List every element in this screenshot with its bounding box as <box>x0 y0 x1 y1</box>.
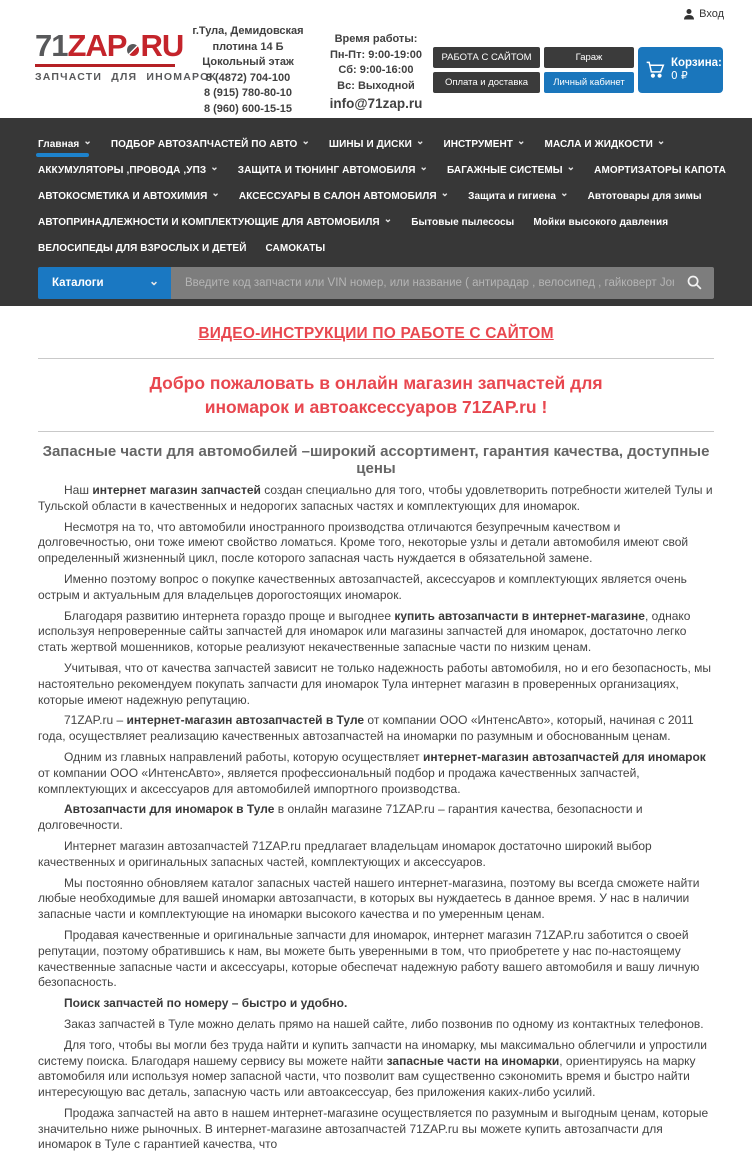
cart-icon <box>645 59 665 82</box>
chevron-down-icon: ⌄ <box>415 136 425 147</box>
paragraph: 71ZAP.ru – интернет-магазин автозапчастей в Туле от компании ООО «ИнтенсАвто», который, начиная с 2011 года, осуществляет реализацию качественных автозапчастей на иномарки по разумным и обоснованным ценам. <box>38 713 694 744</box>
chevron-down-icon: ⌄ <box>656 136 666 147</box>
chevron-down-icon: ⌄ <box>419 162 428 173</box>
paragraph: Наш интернет магазин запчастей создан специально для того, чтобы удовлетворить потребности жителей Тулы и Тульской области в качественных и недорогих запасных частях и комплектующих для иномарок. <box>38 483 713 513</box>
paragraph: Именно поэтому вопрос о покупке качественных автозапчастей, аксессуаров и комплектующих является очень острым и актуальным для владельцев дорогостоящих иномарок. <box>38 571 687 602</box>
paragraph: Заказ запчастей в Туле можно делать прямо на нашей сайте, либо позвонив по одному из контактных телефонов. <box>64 1016 704 1031</box>
chevron-down-icon: ⌄ <box>566 162 576 173</box>
nav-item[interactable] <box>533 217 668 228</box>
hours-line: Время работы: <box>334 33 418 45</box>
login-link[interactable] <box>683 8 724 20</box>
paragraph: Продавая качественные и оригинальные запчасти для иномарок, интернет магазин 71ZAP.ru заботится о своей репутации, поэтому обратившись к нам, вы можете быть уверенными в том, что приобретете у нас по-настоящему качественные запасные части и аксессуары, которые обеспечат надежную работу вашего автомобиля и вашу личную безопасность. <box>38 927 700 990</box>
cart-count: Корзина: 0 <box>671 57 732 69</box>
login-label: Вход <box>699 8 724 20</box>
nav-item-label: АКСЕССУАРЫ В САЛОН АВТОМОБИЛЯ <box>238 190 437 202</box>
address-line: Цокольный этаж <box>202 56 294 68</box>
nav-item[interactable] <box>468 188 569 202</box>
phone-number: 8 (4872) 704-100 <box>205 71 291 84</box>
nav-item-label: ПОДБОР АВТОЗАПЧАСТЕЙ ПО АВТО <box>110 138 298 150</box>
site-help-button[interactable]: РАБОТА С САЙТОМ <box>433 47 540 68</box>
nav-item-label: ИНСТРУМЕНТ <box>443 138 514 150</box>
logo-tagline: ЗАПЧАСТИ ДЛЯ ИНОМАРОК <box>35 71 218 83</box>
site-header <box>0 0 752 118</box>
paragraph: Одним из главных направлений работы, которую осуществляет интернет-магазин автозапчастей для иномарок от компании ООО «ИнтенсАвто», является профессиональный подбор и продажа качественных запчастей, комплектующих и аксессуаров для автомобилей импортного производства. <box>38 749 706 796</box>
divider <box>38 431 714 432</box>
nav-item-label: Мойки высокого давления <box>533 216 669 228</box>
nav-item[interactable] <box>265 243 325 254</box>
nav-item-label: ЗАЩИТА И ТЮНИНГ АВТОМОБИЛЯ <box>237 164 416 176</box>
paragraph: Продажа запчастей на авто в нашем интернет-магазине осуществляется по разумным и выгодным ценам, которые значительно ниже рыночных. В интернет-магазине автозапчастей 71ZAP.ru вы можете купить автозапчасти для иномарок в Туле с гарантией качества, что <box>38 1105 709 1152</box>
search-field-wrap <box>171 267 714 299</box>
paragraph: Несмотря на то, что автомобили иностранного производства отличаются безупречным качеством и долговечностью, они тоже имеют свойство ломаться. Кроме того, некоторые узлы и детали автомобиля имеют свой определенный жизненный цикл, после которого запасная часть нуждается в обязательной замене. <box>38 519 689 566</box>
divider <box>38 358 714 359</box>
logo-text: 71ZAP RU <box>35 28 184 63</box>
hours-line: Пн-Пт: 9:00-19:00 <box>329 48 423 61</box>
paragraph: Благодаря развитию интернета гораздо проще и выгоднее купить автозапчасти в интернет-магазине, однако используя непроверенные сайты запчастей для иномарок или магазины запчастей для иномарок, достаточно легко стать жертвой мошенников, которые реализуют некачественные запасные части по низким ценам. <box>38 608 691 655</box>
nav-row <box>38 235 714 261</box>
search-bar <box>38 267 714 299</box>
address-line: г.Тула, Демидовская <box>192 25 304 37</box>
nav-item-label: САМОКАТЫ <box>265 242 326 254</box>
contact-email: info@71zap.ru <box>329 96 423 111</box>
paragraph: Для того, чтобы вы могли без труда найти и купить запчасти на иномарку, мы максимально облегчили и упростили систему поиска. Благодаря нашему сервису вы можете найти запасные части на иномарки, ориентируясь на марку автомобиля или используя номер запасной части, что позволит вам существенно сэкономить время и быстро найти интересующую вас деталь, запасную часть или автоаксессуар, без приложения каких-либо усилий. <box>38 1037 707 1100</box>
paragraph: Мы постоянно обновляем каталог запасных частей нашего интернет-магазина, поэтому вы всегда сможете найти любые необходимые для вашей иномарки автозапчасти, в которых вы нуждаетесь в данное время. У нас в наличии запасные части и комплектующие на иномарки высокого качества и по умеренным ценам. <box>38 875 700 922</box>
nav-item-label: АМОРТИЗАТОРЫ КАПОТА <box>594 164 726 176</box>
nav-item-label: АККУМУЛЯТОРЫ ,ПРОВОДА ,УПЗ <box>38 164 207 176</box>
chevron-down-icon: ⌄ <box>440 188 450 199</box>
nav-item[interactable] <box>238 188 450 202</box>
nav-item[interactable] <box>38 243 246 254</box>
nav-item[interactable] <box>38 162 219 176</box>
chevron-down-icon: ⌄ <box>148 274 159 288</box>
nav-item-label: ВЕЛОСИПЕДЫ ДЛЯ ВЗРОСЛЫХ И ДЕТЕЙ <box>38 242 247 254</box>
nav-search-zone <box>0 118 752 306</box>
paragraph: Учитывая, что от качества запчастей зависит не только надежность работы автомобиля, но и его безопасность, мы настоятельно рекомендуем покупать запчасти для иномарок Тула интернет магазин в проверенных организациях, которые имеют надежную репутацию. <box>38 660 711 707</box>
nav-item[interactable] <box>594 165 726 176</box>
nav-item[interactable] <box>443 136 526 150</box>
paragraph: Автозапчасти для иномарок в Туле в онлайн магазине 71ZAP.ru – гарантия качества, безопасности и долговечности. <box>38 802 643 833</box>
article <box>38 483 714 1153</box>
personal-account-button[interactable]: Личный кабинет <box>544 72 634 93</box>
nav-item-label: Автотовары для зимы <box>587 190 702 202</box>
chevron-down-icon: ⌄ <box>560 188 569 199</box>
chevron-down-icon: ⌄ <box>383 214 393 225</box>
cart-amount: 0 ₽ <box>671 70 688 82</box>
search-icon[interactable] <box>686 274 703 296</box>
chevron-down-icon: ⌄ <box>83 136 92 147</box>
nav-row <box>38 183 714 209</box>
phone-number: 8 (915) 780-80-10 <box>203 87 293 99</box>
nav-item[interactable] <box>38 136 92 150</box>
nav-row <box>38 209 714 235</box>
welcome-heading: Добро пожаловать в онлайн магазин запчастей для иномарок и автоаксессуаров 71ZAP.ru ! <box>149 373 603 417</box>
chevron-down-icon: ⌄ <box>210 162 219 173</box>
hours-line: Вс: Выходной <box>337 79 415 92</box>
main-nav <box>38 131 726 261</box>
chevron-down-icon: ⌄ <box>211 188 220 199</box>
nav-item[interactable] <box>237 162 428 176</box>
nav-item-label: АВТОКОСМЕТИКА И АВТОХИМИЯ <box>38 190 208 202</box>
nav-item-label: Главная <box>38 138 80 150</box>
nav-item-label: Бытовые пылесосы <box>411 216 515 228</box>
payment-delivery-button[interactable]: Оплата и доставка <box>433 72 540 93</box>
user-icon <box>683 8 695 20</box>
site-logo[interactable] <box>35 28 218 83</box>
chevron-down-icon: ⌄ <box>301 136 310 147</box>
working-hours <box>318 32 434 94</box>
nav-item[interactable] <box>38 214 393 228</box>
cart-button[interactable] <box>638 47 732 93</box>
address-line: плотина 14 Б <box>212 40 284 53</box>
nav-item-label: Защита и гигиена <box>468 190 557 202</box>
nav-item-label: БАГАЖНЫЕ СИСТЕМЫ <box>447 164 563 176</box>
search-input[interactable] <box>171 267 714 299</box>
main-content <box>0 306 752 1153</box>
nav-item[interactable] <box>588 191 702 202</box>
nav-row <box>38 157 726 183</box>
nav-item-label: МАСЛА И ЖИДКОСТИ <box>544 138 653 150</box>
catalogs-label: Каталоги <box>52 277 104 289</box>
nav-row <box>38 131 714 157</box>
hours-line: Сб: 9:00-16:00 <box>338 64 414 76</box>
logo-wheel-icon <box>127 44 139 56</box>
nav-item[interactable] <box>328 136 425 150</box>
paragraph: Интернет магазин автозапчастей 71ZAP.ru предлагает владельцам иномарок достаточно широкий выбор качественных и оригинальных запасных частей, комплектующих и аксессуаров. <box>38 838 652 869</box>
nav-item-label: ШИНЫ И ДИСКИ <box>328 138 412 150</box>
nav-item-label: АВТОПРИНАДЛЕЖНОСТИ И КОМПЛЕКТУЮЩИЕ ДЛЯ АВТОМОБИЛЯ <box>38 216 380 228</box>
logo-underline <box>35 64 175 67</box>
page-subheading: Запасные части для автомобилей –широкий ассортимент, гарантия качества, доступные цены <box>42 443 710 477</box>
nav-item[interactable] <box>447 162 576 176</box>
paragraph: Поиск запчастей по номеру – быстро и удобно. <box>64 996 348 1011</box>
catalogs-dropdown[interactable] <box>38 267 171 299</box>
nav-item[interactable] <box>544 136 666 150</box>
garage-button[interactable]: Гараж <box>544 47 634 68</box>
phone-number: 8 (960) 600-15-15 <box>203 102 293 115</box>
store-address <box>180 24 316 117</box>
nav-item[interactable] <box>38 188 220 202</box>
nav-item[interactable] <box>110 136 310 150</box>
video-instructions-link[interactable]: ВИДЕО-ИНСТРУКЦИИ ПО РАБОТЕ С САЙТОМ <box>198 325 554 342</box>
header-buttons <box>433 47 634 93</box>
nav-item[interactable] <box>411 217 514 228</box>
chevron-down-icon: ⌄ <box>517 136 526 147</box>
